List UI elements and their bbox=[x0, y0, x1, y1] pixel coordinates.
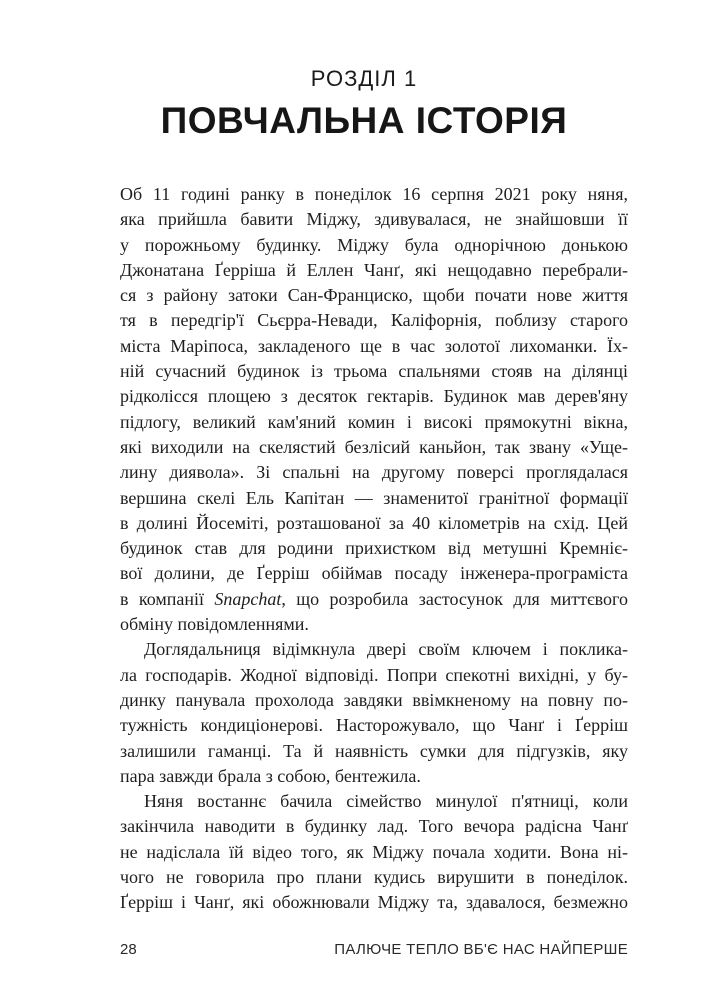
text-line: закінчила наводити в будинку лад. Того вечора радісна Чанґ bbox=[120, 816, 628, 837]
text-line: Доглядальниця відімкнула двері своїм ключем і поклика- bbox=[144, 639, 628, 660]
text-line: у порожньому будинку. Міджу була однорічною донькою bbox=[120, 234, 628, 255]
text-line: Няня востаннє бачила сімейство минулої п'ятниці, коли bbox=[144, 791, 628, 812]
text-line: ній сучасний будинок із трьома спальнями стояв на ділянці bbox=[120, 361, 628, 382]
text-line: чого не говорила про плани кудись вирушити в понеділок. bbox=[120, 867, 628, 888]
text-line: Джонатана Ґерріша й Еллен Чанґ, які нещодавно перебрали- bbox=[120, 259, 628, 280]
text-line: обміну повідомленнями. bbox=[120, 614, 309, 635]
text-line: лину диявола». Зі спальні на другому поверсі проглядалася bbox=[120, 462, 628, 483]
text-line: будинок став для родини прихистком від метушні Кремніє- bbox=[120, 538, 628, 559]
text-line: підлогу, великий кам'яний комин і високі прямокутні вікна, bbox=[120, 411, 628, 432]
chapter-title: ПОВЧАЛЬНА ІСТОРІЯ bbox=[160, 100, 568, 141]
text-line: які виходили на скелястий безлісий каньйон, так звану «Уще- bbox=[120, 436, 628, 457]
paragraph bbox=[120, 789, 628, 915]
text-line: динку панувала прохолода завдяки ввімкненому на повну по- bbox=[120, 689, 628, 710]
text-line: не надіслала їй відео того, як Міджу почала ходити. Вона ні- bbox=[120, 841, 628, 862]
text-line: вої долини, де Ґерріш обіймав посаду інженера-програміста bbox=[120, 563, 628, 584]
text-line: Об 11 годині ранку в понеділок 16 серпня 2021 року няня, bbox=[120, 184, 628, 204]
text-line: яка прийшла бавити Міджу, здивувалася, не знайшовши її bbox=[120, 209, 628, 230]
italic-company-name: Snapchat bbox=[214, 588, 282, 609]
body-text bbox=[120, 182, 628, 916]
text-line: ла господарів. Жодної відповіді. Попри спекотні вихідні, у бу- bbox=[120, 664, 628, 685]
text-line: пара завжди брала з собою, бентежила. bbox=[120, 765, 421, 786]
text-line: тужність кондиціонерові. Насторожувало, що Чанґ і Ґерріш bbox=[120, 715, 628, 736]
text-line: ся з району затоки Сан-Франциско, щоби почати нове життя bbox=[120, 285, 628, 306]
text-line-with-italic: в компанії Snapchat, що розробила застосунок для миттєвого bbox=[120, 588, 628, 609]
chapter-label: РОЗДІЛ 1 bbox=[310, 66, 418, 91]
text-line: в долині Йосеміті, розташованої за 40 кілометрів на схід. Цей bbox=[120, 512, 628, 533]
paragraph bbox=[120, 182, 628, 637]
paragraph bbox=[120, 637, 628, 789]
page-number: 28 bbox=[120, 941, 137, 958]
text-line: Ґерріш і Чанґ, які обожнювали Міджу та, здавалося, безмежно bbox=[120, 892, 628, 913]
text-line: залишили гаманці. Та й наявність сумки для підгузків, яку bbox=[120, 740, 628, 761]
text-line: тя в передгір'ї Сьєрра-Невади, Каліфорнія, поблизу старого bbox=[120, 310, 628, 331]
text-line: вершина скелі Ель Капітан — знаменитої гранітної формації bbox=[120, 487, 628, 508]
text-line: рідколісся площею з десяток гектарів. Будинок мав дерев'яну bbox=[120, 386, 628, 407]
running-title: ПАЛЮЧЕ ТЕПЛО ВБ'Є НАС НАЙПЕРШЕ bbox=[334, 941, 628, 958]
text-line: міста Маріпоса, закладеного ще в час золотої лихоманки. Їх- bbox=[120, 335, 628, 356]
